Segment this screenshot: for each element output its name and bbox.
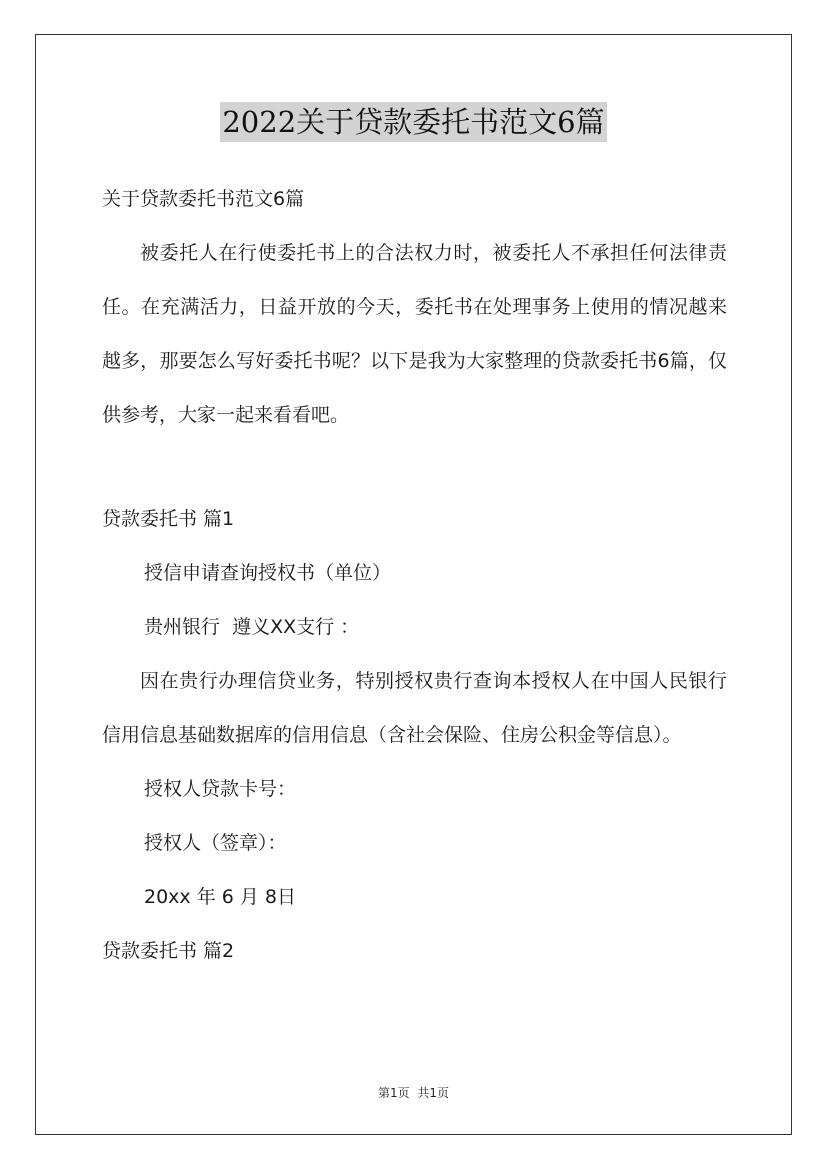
- date-line: 20xx 年 6 月 8日: [144, 886, 297, 908]
- page-footer: [0, 1084, 827, 1101]
- page-number-total: 共1页: [417, 1086, 450, 1100]
- authorization-body: 因在贵行办理信贷业务，特别授权贵行查询本授权人在中国人民银行信用信息基础数据库的信用信息（含社会保险、住房公积金等信息）。: [102, 670, 727, 746]
- intro-paragraph: 被委托人在行使委托书上的合法权力时，被委托人不承担任何法律责任。在充满活力，日益开放的今天，委托书在处理事务上使用的情况越来越多，那要怎么写好委托书呢？以下是我为大家整理的贷款委托书6篇，仅供参考，大家一起来看看吧。: [102, 242, 727, 426]
- authorization-title: 授信申请查询授权书（单位）: [144, 562, 392, 584]
- page-number-current: 第1页: [377, 1086, 410, 1100]
- section1-heading: 贷款委托书 篇1: [102, 508, 235, 530]
- document-body: [102, 172, 727, 978]
- bank-addressee: 贵州银行 遵义XX支行 ：: [144, 616, 360, 638]
- signature-label: 授权人（签章）：: [144, 832, 287, 854]
- loan-card-label: 授权人贷款卡号：: [144, 778, 297, 800]
- section-gap: [102, 442, 727, 492]
- document-subtitle: 关于贷款委托书范文6篇: [102, 188, 305, 210]
- document-title: 2022关于贷款委托书范文6篇: [220, 102, 606, 142]
- section2-heading: 贷款委托书 篇2: [102, 940, 235, 962]
- title-wrap: [0, 102, 827, 142]
